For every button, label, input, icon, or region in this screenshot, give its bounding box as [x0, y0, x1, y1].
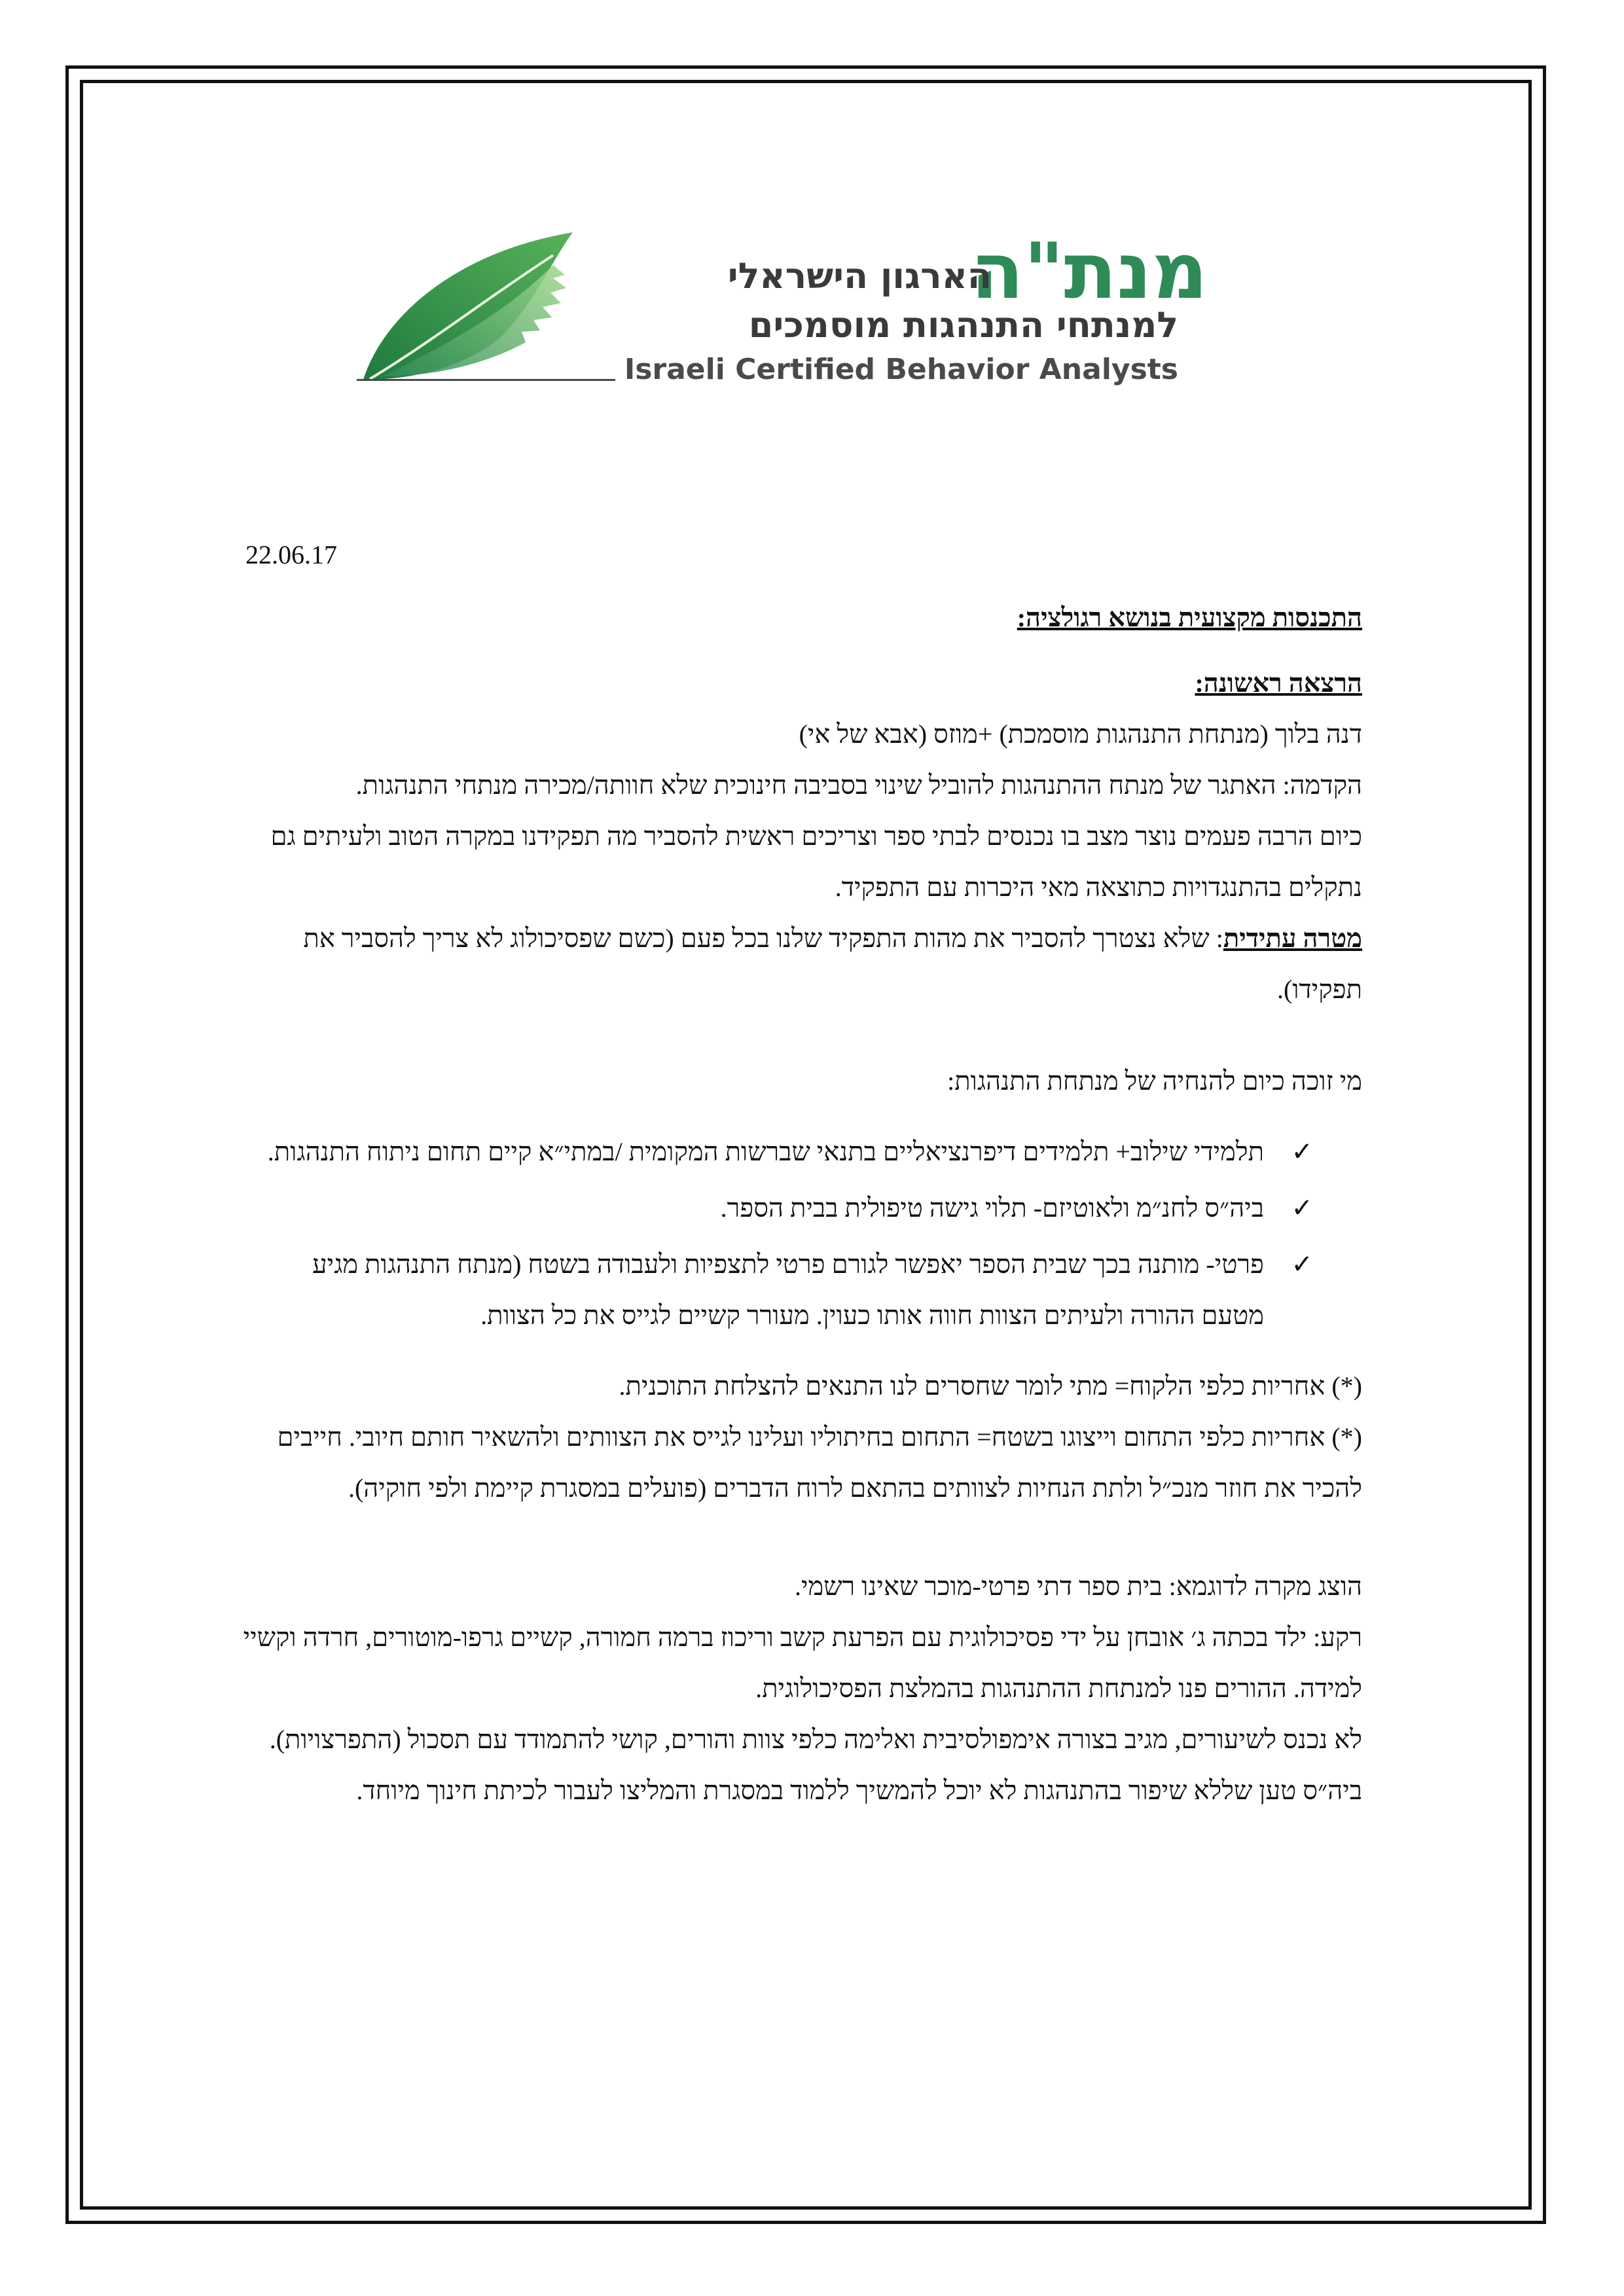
goal-paragraph — [236, 913, 1362, 1015]
document-title: התכנסות מקצועית בנושא רגולציה: — [1017, 603, 1362, 632]
list-item — [236, 1126, 1362, 1177]
case-behavior: לא נכנס לשיעורים, מגיב בצורה אימפולסיבית ואלימה כלפי צוות והורים, קושי להתמודד עם תסכול (התפרצויות). — [269, 1725, 1362, 1754]
intro-paragraph: הקדמה: האתגר של מנתח ההתנהגות להוביל שינוי בסביבה חינוכית שלא חוותה/מכירה מנתחי התנהגות. — [355, 770, 1362, 800]
document-body — [236, 592, 1362, 1816]
list-item — [236, 1239, 1362, 1341]
checkmark-icon: ✓ — [1291, 1137, 1313, 1167]
checkmark-icon: ✓ — [1291, 1249, 1313, 1280]
logo-underline — [357, 379, 615, 381]
list-item — [236, 1183, 1362, 1234]
who-entitled-paragraph: מי זוכה כיום להנחיה של מנתחת התנהגות: — [947, 1066, 1362, 1096]
check-list — [236, 1126, 1362, 1341]
logo-brand-hebrew: מנת"ה — [970, 226, 1208, 316]
logo-org-line-2: למנתחי התנהגות מוסמכים — [748, 304, 1178, 346]
list-item-text: ביה״ס לחנ״מ ולאוטיזם- תלוי גישה טיפולית בבית הספר. — [720, 1193, 1264, 1223]
organization-logo — [357, 219, 1208, 396]
case-background: רקע: ילד בכתה ג׳ אובחן על ידי פסיכולוגית עם הפרעת קשב וריכוז ברמה חמורה, קשיים גרפו-מוטורים, חרדה וקשיי למידה. ההורים פנו למנתחת ההתנהגות בהמלצת הפסיכולוגית. — [243, 1623, 1362, 1703]
checkmark-icon: ✓ — [1291, 1193, 1313, 1223]
section-subtitle: הרצאה ראשונה: — [1195, 668, 1362, 698]
case-presented: הוצג מקרה לדוגמא: בית ספר דתי פרטי-מוכר שאינו רשמי. — [795, 1571, 1362, 1601]
responsibility-field: (*) אחריות כלפי התחום וייצוגו בשטח= התחום בחיתוליו ועלינו לגייס את הצוותים ולהשאיר חותם חיובי. חייבים להכיר את חוזר מנכ״ל ולתת הנחיות לצוותים בהתאם לרוח הדברים (פועלים במסגרת קיימת ולפי חוקיה). — [277, 1422, 1362, 1503]
logo-org-english: Israeli Certified Behavior Analysts — [624, 353, 1178, 386]
responsibility-client: (*) אחריות כלפי הלקוח= מתי לומר שחסרים לנו התנאים להצלחת התוכנית. — [619, 1371, 1362, 1401]
goal-label: מטרה עתידית — [1223, 924, 1362, 953]
case-school-claim: ביה״ס טען שללא שיפור בהתנהגות לא יוכל להמשיך ללמוד במסגרת והמליצו לעבור לכיתת חינוך מיוחד. — [356, 1776, 1362, 1805]
goal-text: : שלא נצטרך להסביר את מהות התפקיד שלנו בכל פעם (כשם שפסיכולוג לא צריך להסביר את תפקידו). — [303, 924, 1362, 1004]
logo-org-line-1: הארגון הישראלי — [727, 255, 992, 296]
list-item-text: תלמידי שילוב+ תלמידים דיפרנציאליים בתנאי שברשות המקומית /במתי״א קיים תחום ניתוח התנהגות. — [267, 1137, 1264, 1166]
current-situation-paragraph: כיום הרבה פעמים נוצר מצב בו נכנסים לבתי ספר וצריכים ראשית להסביר מה תפקידנו במקרה הטוב ולעיתים גם נתקלים בהתנגדויות כתוצאה מאי היכרות עם התפקיד. — [270, 821, 1362, 902]
leaf-icon — [357, 219, 632, 396]
document-date: 22.06.17 — [245, 540, 337, 569]
speakers-paragraph: דנה בלוך (מנתחת התנהגות מוסמכת) +מוזס (אבא של אי) — [799, 719, 1362, 749]
list-item-text: פרטי- מותנה בכך שבית הספר יאפשר לגורם פרטי לתצפיות ולעבודה בשטח (מנתח התנהגות מגיע מטעם ההורה ולעיתים הצוות חווה אותו כעוין. מעורר קשיים לגייס את כל הצוות. — [312, 1249, 1264, 1330]
